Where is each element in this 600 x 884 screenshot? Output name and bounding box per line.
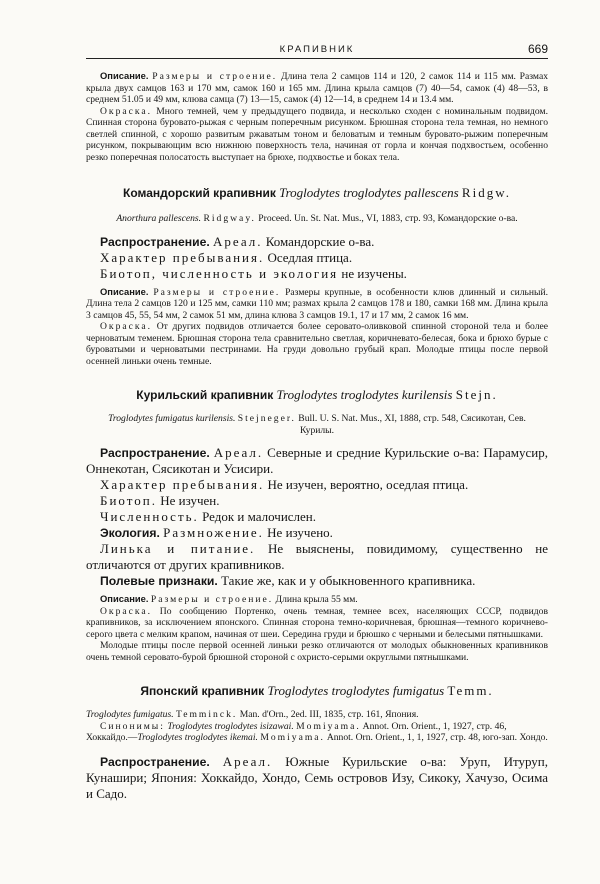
synonymy-text: Bull. U. S. Nat. Mus., XI, 1888, стр. 548, Сясикотан, Сев. Курилы. <box>295 413 526 436</box>
biotope-text: Не изучен. <box>156 493 220 508</box>
distribution-label: Распространение. <box>100 446 210 460</box>
description-measurements <box>86 286 548 322</box>
measurements-label: Размеры и строение. <box>153 286 281 298</box>
measurements-label: Размеры и строение. <box>150 594 274 605</box>
species-latin-name: Troglodytes troglodytes fumigatus <box>267 683 445 698</box>
field-marks-label: Полевые признаки. <box>100 574 218 588</box>
synonymy-text: Proceed. Un. St. Nat. Mus., VI, 1883, стр. 93, Командорские о-ва. <box>255 213 518 224</box>
description-coloration <box>86 321 548 367</box>
coloration-text: От других подвидов отличается более серовато-оливковой спинной стороной тела и более черноватым теменем. Брюшная сторона тела сравнительно светлая, коричневато-белесая, бока и брюхо бурые с буроватыми и черноватыми пестринами. На груди довольно грубый крап. Молодые птицы после первой осенней линьки очень темные. <box>86 321 548 367</box>
juvenile-note: Молодые птицы после первой осенней линьки резко отличаются от молодых обыкновенных крапивников очень темной серовато-бурой брюшной стороной с охристо-серыми округлыми пятнышками. <box>86 640 548 663</box>
coloration-label: Окраска. <box>100 321 153 332</box>
range-text: Северные и средние Курильские о-ва: Парамусир, Оннекотан, Сясикотан и Усисири. <box>86 445 549 476</box>
molt-label: Линька и питание. <box>100 541 256 556</box>
biotope <box>86 266 548 282</box>
synonymy-latin: Troglodytes fumigatus kurilensis. <box>108 413 236 424</box>
synonymy-author: Temminck. <box>176 709 238 720</box>
biotope-label: Биотоп. <box>100 493 157 508</box>
synonymy-latin: Anorthura pallescens. <box>116 213 202 224</box>
species-heading <box>86 683 548 699</box>
species-name: Командорский крапивник <box>123 186 276 200</box>
range-label: Ареал. <box>222 753 273 769</box>
ecology <box>86 525 548 541</box>
synonym-author-1: Momiyama. <box>296 720 361 732</box>
synonymy <box>86 213 548 225</box>
species-author: Temm. <box>447 683 494 698</box>
description-measurements <box>86 593 548 606</box>
distribution <box>86 445 548 477</box>
molt-text: Не выяснены, повидимому, существенно не отличаются от других крапивников. <box>86 541 549 572</box>
distribution <box>86 234 548 250</box>
biotope-label: Биотоп, численность и экология <box>100 265 339 281</box>
coloration-text: Много темней, чем у предыдущего подвида, и несколько сходен с номинальным подвидом. Спинная сторона буровато-рыжая с черным поперечным рисунком. Брюшная сторона тела темная, но немного светлей спинной, с хорошо развитым ржаватым тоном и беловатым и темным буровато-рыжим поперечным рисунком, покрывающим всю нижнюю поверхность тела, начиная от горла и кончая подхвостьем, особенно резко поперечная полосатость выступает на брюхе, подхвостье и боках тела. <box>86 105 548 163</box>
biotope-text: не изучены. <box>338 265 407 281</box>
residency-text: Не изучен, вероятно, оседлая птица. <box>264 477 469 492</box>
coloration-text: По сообщению Портенко, очень темная, темнее всех, населяющих СССР, подвидов крапивников, за исключением японского. Спинная сторона темно-коричневая, брюшная—темного коричнево-серого цвета с мелким крапом, начиная от шеи. Середина груди и брюшко с черными и белесыми пятнышками. <box>86 605 548 640</box>
synonymy-text: Man. d'Orn., 2ed. III, 1835, стр. 161, Япония. <box>237 709 419 720</box>
measurements-label: Размеры и строение. <box>152 71 278 82</box>
field-marks <box>86 573 548 589</box>
measurements-text: Длина тела 2 самцов 114 и 120, 2 самок 114 и 115 мм. Размах крыла двух самцов 163 и 170 мм, самок 160 и 165 мм. Длина крыла самцов (7) 40—54, самок (4) 48—53, в среднем 51.05 и 49 мм, клюва самца (7) 13—15, самок (4) 12—14, в среднем 14 и 13.4 мм. <box>86 71 548 105</box>
description-coloration <box>86 106 548 164</box>
range-label: Ареал. <box>213 233 263 249</box>
page-header <box>86 42 548 59</box>
species-author: Ridgw. <box>461 185 511 200</box>
species-name: Японский крапивник <box>140 684 265 698</box>
species-latin-name: Troglodytes troglodytes kurilensis <box>276 387 453 402</box>
residency <box>86 477 548 493</box>
breeding-text: Не изучено. <box>263 525 333 540</box>
synonymy-author: Stejneger. <box>237 413 296 424</box>
distribution <box>86 754 548 802</box>
species-author: Stejn. <box>455 387 498 402</box>
synonymy-author: Ridgway. <box>203 213 256 224</box>
residency <box>86 250 548 266</box>
species-heading <box>86 387 548 403</box>
ecology-label: Экология. <box>100 526 160 540</box>
abundance-text: Редок и малочислен. <box>198 509 317 524</box>
description-label: Описание. <box>100 70 149 81</box>
synonym-latin-2: Troglodytes troglodytes ikemai. <box>137 732 258 743</box>
synonym-text-1: Annot. Orn. Orient., 1, 1927, стр. 46, Хоккайдо.— <box>86 720 507 743</box>
synonym-latin-1: Troglodytes troglodytes isizawai. <box>167 720 294 732</box>
page-content <box>86 70 548 802</box>
distribution-label: Распространение. <box>100 754 210 769</box>
range-text: Командорские о-ва. <box>262 233 375 249</box>
synonymy <box>86 709 548 721</box>
synonymy <box>86 413 548 436</box>
biotope <box>86 493 548 509</box>
measurements-text: Размеры крупные, в особенности клюв длинный и сильный. Длина тела 2 самцов 120 и 125 мм, самки 110 мм; размах крыла 2 самцов 178 и 180, самки 168 мм. Длина крыла 3 самцов 45, 55, 54 мм, 2 самок 51 мм, длина клюва 3 самцов 19.1, 17 и 17 мм, 2 самок 16 мм. <box>86 286 548 321</box>
running-head: КРАПИВНИК <box>279 44 355 55</box>
description-label: Описание. <box>100 285 149 297</box>
description-measurements <box>86 70 548 106</box>
synonym-text-2: Annot. Orn. Orient., 1, 1, 1927, стр. 48, юго-зап. Хондо. <box>324 732 548 743</box>
coloration-label: Окраска. <box>100 605 153 617</box>
synonymy-latin: Troglodytes fumigatus. <box>86 709 174 720</box>
species-name: Курильский крапивник <box>136 388 274 402</box>
range-text: Южные Курильские о-ва: Уруп, Итуруп, Кунашири; Япония: Хоккайдо, Хондо, Семь островов Изу, Сикоку, Хачузо, Осима и Садо. <box>86 753 548 801</box>
range-label: Ареал. <box>213 445 264 460</box>
synonyms-label: Синонимы: <box>100 720 165 732</box>
coloration-label: Окраска. <box>100 105 153 117</box>
residency-label: Характер пребывания. <box>100 249 265 265</box>
synonym-author-2: Momiyama. <box>260 732 325 743</box>
species-latin-name: Troglodytes troglodytes pallescens <box>279 185 459 200</box>
abundance <box>86 509 548 525</box>
breeding-label: Размножение. <box>163 525 264 540</box>
measurements-text: Длина крыла 55 мм. <box>273 594 358 605</box>
distribution-label: Распространение. <box>100 234 210 249</box>
field-marks-text: Такие же, как и у обыкновенного крапивника. <box>217 573 476 588</box>
abundance-label: Численность. <box>100 509 199 524</box>
description-coloration <box>86 606 548 641</box>
species-heading <box>86 185 548 201</box>
molt-and-feeding <box>86 541 548 573</box>
residency-text: Оседлая птица. <box>264 249 353 265</box>
residency-label: Характер пребывания. <box>100 477 265 492</box>
description-label: Описание. <box>100 593 149 604</box>
synonyms <box>86 721 548 744</box>
page-number: 669 <box>527 42 548 56</box>
